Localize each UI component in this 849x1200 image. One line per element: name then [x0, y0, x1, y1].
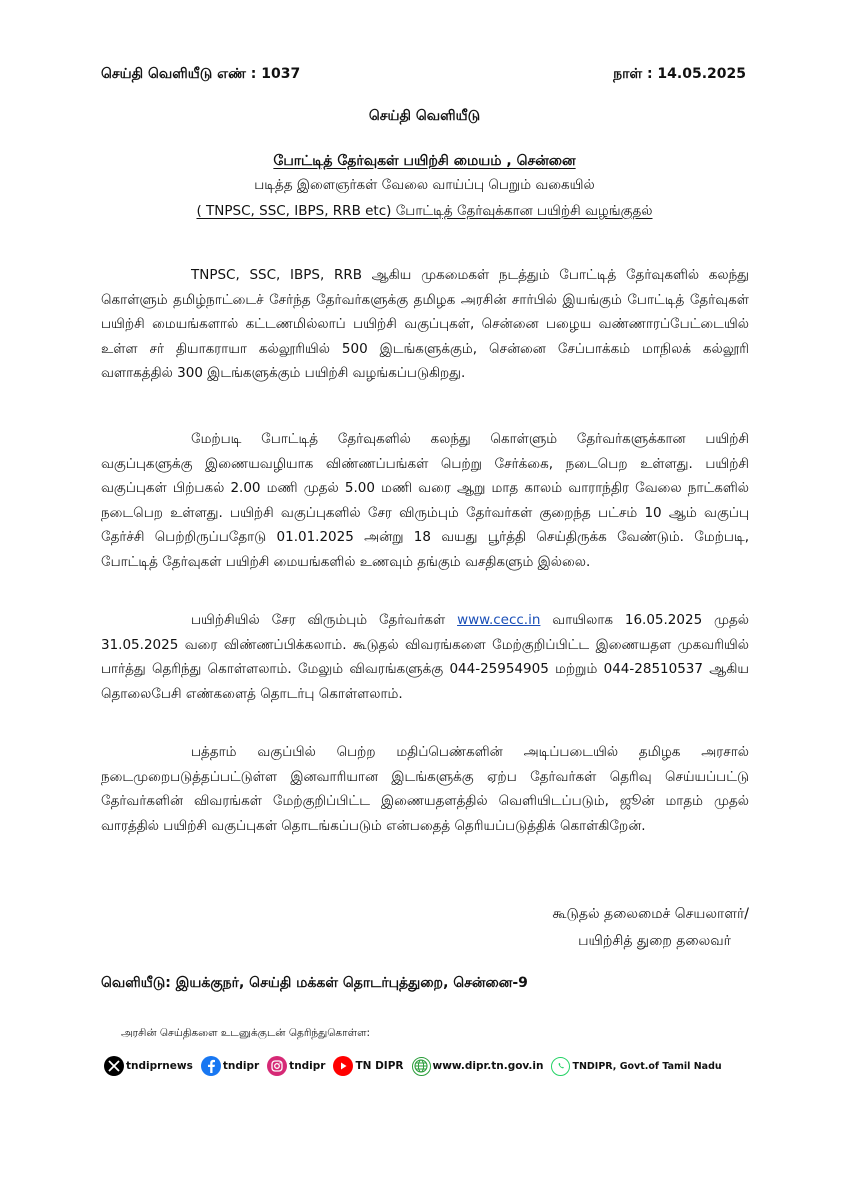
social-facebook[interactable]	[201, 1056, 259, 1076]
social-instagram-label: tndipr	[289, 1060, 326, 1072]
cecc-website-link[interactable]: www.cecc.in	[457, 612, 541, 628]
social-instagram[interactable]	[267, 1056, 325, 1076]
subject-line-3: ( TNPSC, SSC, IBPS, RRB etc) போட்டித் தேர்வுக்கான பயிற்சி வழங்குதல்	[196, 203, 653, 219]
paragraph-3-text-end: வாயிலாக 16.05.2025 முதல் 31.05.2025 வரை விண்ணப்பிக்கலாம். கூடுதல் விவரங்களை மேற்குறிப்பிட்ட இணையதள முகவரியில் பார்த்து தெரிந்து கொள்ளலாம். மேலும் விவரங்களுக்கு 044-25954905 மற்றும் 044-28510537 ஆகிய தொலைபேசி எண்களைத் தொடர்பு கொள்ளலாம்.	[101, 612, 749, 702]
paragraph-2	[101, 427, 749, 574]
signature-line-1: கூடுதல் தலைமைச் செயலாளர்/	[552, 906, 749, 922]
social-website[interactable]	[412, 1057, 544, 1076]
subject-heading	[0, 153, 849, 171]
follow-text: அரசின் செய்திகளை உடனுக்குடன் தெரிந்துகொள்ள:	[121, 1027, 371, 1039]
social-x[interactable]	[104, 1056, 193, 1076]
social-links-bar	[104, 1053, 730, 1079]
paragraph-3-text-start: பயிற்சியில் சேர விரும்பும் தேர்வர்கள்	[191, 612, 458, 628]
paragraph-1	[101, 263, 749, 386]
subject-line-2: படித்த இளைஞர்கள் வேலை வாய்ப்பு பெறும் வகையில்	[254, 177, 595, 193]
paragraph-4	[101, 740, 749, 838]
facebook-icon	[201, 1056, 221, 1076]
whatsapp-icon	[551, 1057, 570, 1076]
paragraph-4-text: பத்தாம் வகுப்பில் பெற்ற மதிப்பெண்களின் அடிப்படையில் தமிழக அரசால் நடைமுறைபடுத்தப்பட்டுள்ள இனவாரியான இடங்களுக்கு ஏற்ப தேர்வர்கள் தெரிவு செய்யப்பட்டு தேர்வர்களின் விவரங்கள் மேற்குறிப்பிட்ட இணையதளத்தில் வெளியிடப்படும், ஜூன் மாதம் முதல் வாரத்தில் பயிற்சி வகுப்புகள் தொடங்கப்படும் என்பதைத் தெரியப்படுத்திக் கொள்கிறேன்.	[101, 744, 749, 834]
social-youtube-label: TN DIPR	[355, 1060, 404, 1072]
social-youtube[interactable]	[333, 1056, 403, 1076]
subject-line-3-wrap	[0, 203, 849, 221]
social-website-label: www.dipr.tn.gov.in	[432, 1060, 544, 1072]
social-whatsapp-label: TNDIPR, Govt.of Tamil Nadu	[572, 1060, 722, 1072]
page-title: செய்தி வெளியீடு	[368, 108, 481, 124]
instagram-icon	[267, 1056, 287, 1076]
social-x-label: tndiprnews	[126, 1060, 193, 1072]
paragraph-2-text: மேற்படி போட்டித் தேர்வுகளில் கலந்து கொள்ளும் தேர்வர்களுக்கான பயிற்சி வகுப்புகளுக்கு இணையவழியாக விண்ணப்பங்கள் பெற்று சேர்க்கை, நடைபெற உள்ளது. பயிற்சி வகுப்புகள் பிற்பகல் 2.00 மணி முதல் 5.00 மணி வரை ஆறு மாத காலம் வாராந்திர வேலை நாட்களில் நடைபெற உள்ளது. பயிற்சி வகுப்புகளில் சேர விரும்பும் தேர்வர்கள் குறைந்த பட்சம் 10 ஆம் வகுப்பு தேர்ச்சி பெற்றிருப்பதோடு 01.01.2025 அன்று 18 வயது பூர்த்தி செய்திருக்க வேண்டும். மேற்படி, போட்டித் தேர்வுகள் பயிற்சி மையங்களில் உணவும் தங்கும் வசதிகளும் இல்லை.	[101, 431, 749, 570]
signature-line-2: பயிற்சித் துறை தலைவர்	[578, 933, 731, 949]
release-by: வெளியீடு: இயக்குநர், செய்தி மக்கள் தொடர்புத்துறை, சென்னை-9	[101, 975, 528, 991]
globe-icon	[412, 1057, 431, 1076]
release-date: நாள் : 14.05.2025	[613, 66, 746, 82]
social-facebook-label: tndipr	[222, 1060, 260, 1072]
subject-line-1: போட்டித் தேர்வுகள் பயிற்சி மையம் , சென்னை	[273, 153, 576, 169]
youtube-icon	[333, 1056, 353, 1076]
release-number: செய்தி வெளியீடு எண் : 1037	[101, 66, 301, 82]
paragraph-3	[101, 608, 749, 706]
x-icon	[104, 1056, 124, 1076]
social-whatsapp[interactable]	[551, 1057, 721, 1076]
paragraph-1-text: TNPSC, SSC, IBPS, RRB ஆகிய முகமைகள் நடத்தும் போட்டித் தேர்வுகளில் கலந்து கொள்ளும் தமிழ்நாட்டைச் சேர்ந்த தேர்வர்களுக்கு தமிழக அரசின் சார்பில் இயங்கும் போட்டித் தேர்வுகள் பயிற்சி மையங்களால் கட்டணமில்லாப் பயிற்சி வகுப்புகள், சென்னை பழைய வண்ணாரப்பேட்டையில் உள்ள சர் தியாகராயா கல்லூரியில் 500 இடங்களுக்கும், சென்னை சேப்பாக்கம் மாநிலக் கல்லூரி வளாகத்தில் 300 இடங்களுக்கும் பயிற்சி வழங்கப்படுகிறது.	[101, 267, 749, 381]
